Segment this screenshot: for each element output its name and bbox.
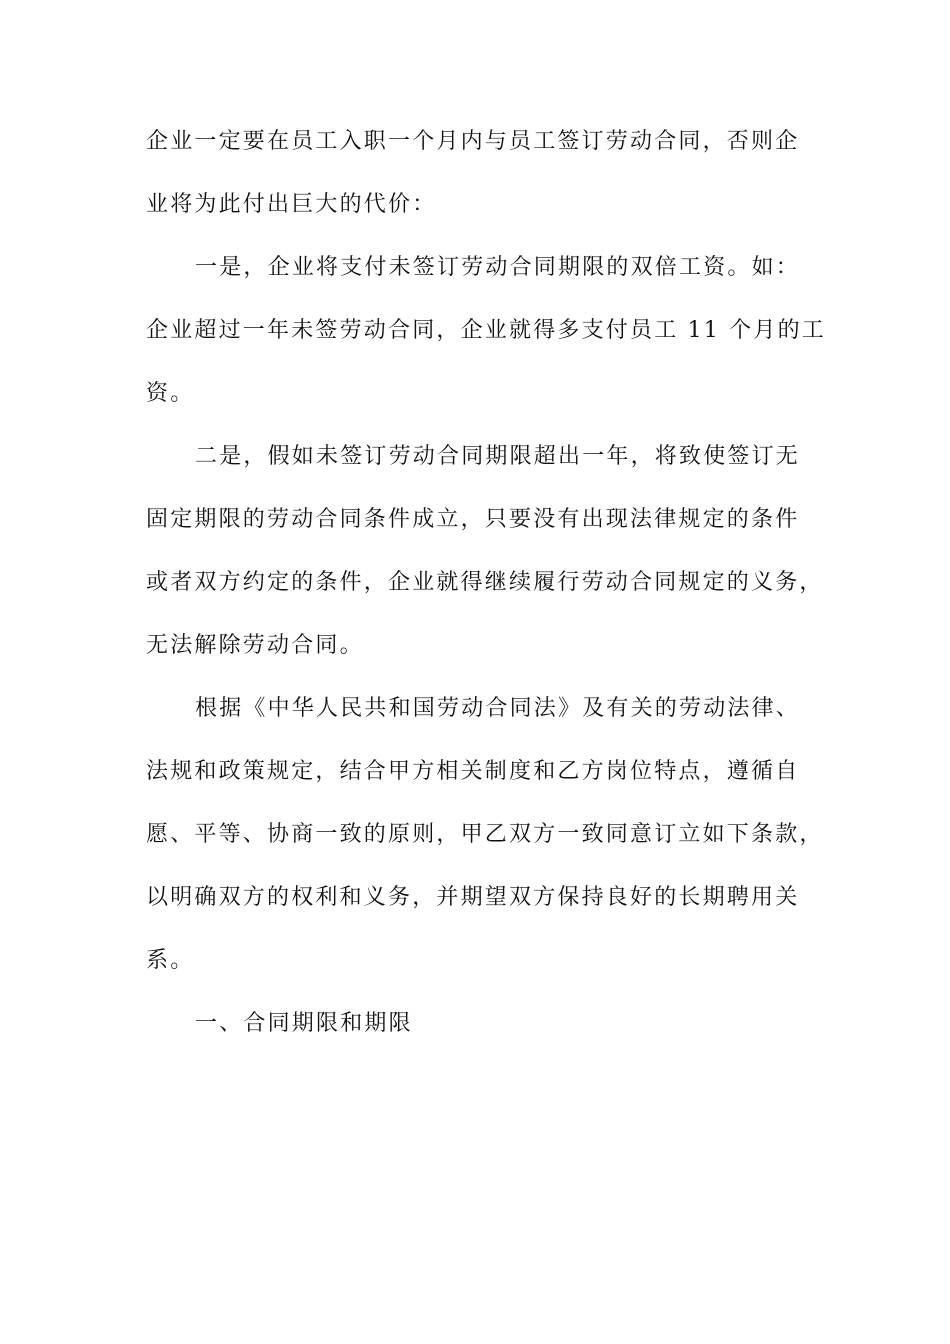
paragraph-basis — [146, 696, 824, 973]
section-title: 一、合同期限和期限 — [195, 1011, 413, 1036]
text-line: 法规和政策规定，结合甲方相关制度和乙方岗位特点，遵循自 — [146, 759, 800, 784]
text-line: 企业一定要在员工入职一个月内与员工签订劳动合同，否则企 — [146, 129, 800, 154]
section-heading — [146, 1012, 816, 1036]
text-line: 无法解除劳动合同。 — [146, 633, 364, 658]
text-line: 业将为此付出巨大的代价： — [146, 192, 437, 217]
paragraph-point-two — [146, 444, 824, 658]
text-line: 或者双方约定的条件，企业就得继续履行劳动合同规定的义务， — [146, 570, 824, 595]
paragraph-intro — [146, 130, 816, 217]
paragraph-point-one — [146, 255, 826, 406]
text-line: 资。 — [146, 381, 195, 406]
text-line: 一是，企业将支付未签订劳动合同期限的双倍工资。如： — [195, 255, 801, 280]
text-line: 根据《中华人民共和国劳动合同法》及有关的劳动法律、 — [195, 696, 801, 721]
text-line: 固定期限的劳动合同条件成立，只要没有出现法律规定的条件 — [146, 507, 800, 532]
text-line: 企业超过一年未签劳动合同，企业就得多支付员工 11 个月的工 — [146, 318, 826, 343]
document-body — [146, 129, 826, 1036]
text-line: 愿、平等、协商一致的原则，甲乙双方一致同意订立如下条款， — [146, 822, 824, 847]
text-line: 以明确双方的权利和义务，并期望双方保持良好的长期聘用关 — [146, 885, 800, 910]
text-line: 二是，假如未签订劳动合同期限超出一年，将致使签订无 — [195, 444, 801, 469]
text-line: 系。 — [146, 948, 195, 973]
